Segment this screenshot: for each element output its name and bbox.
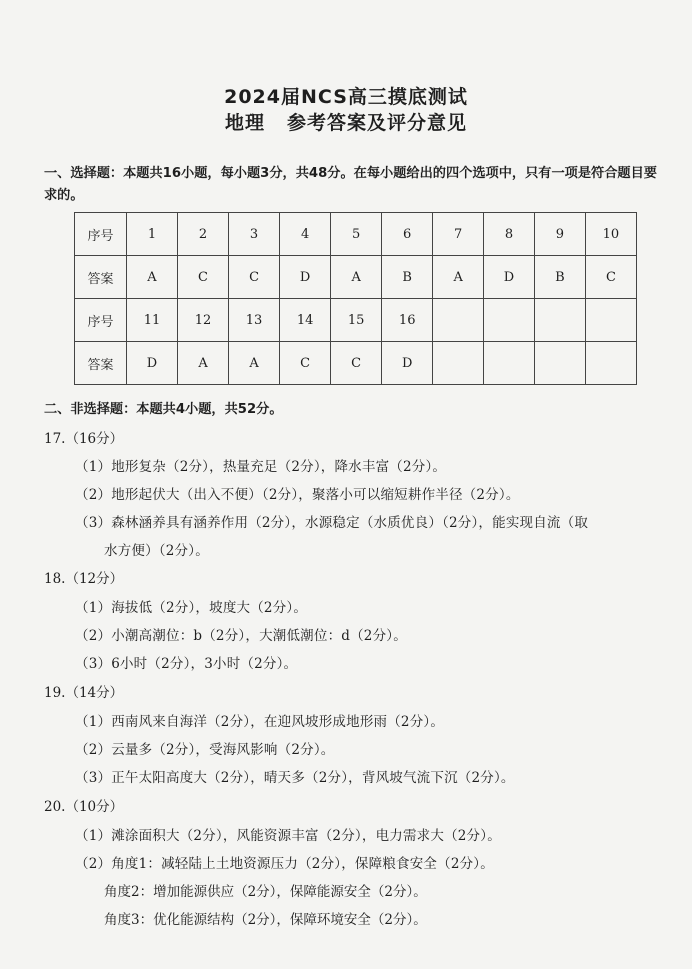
table-cell: 1	[126, 213, 177, 256]
table-cell: 16	[382, 299, 433, 342]
q17-answer-1: （1）地形复杂（2分），热量充足（2分），降水丰富（2分）。	[75, 459, 447, 475]
section2-heading: 二、非选择题：本题共4小题，共52分。	[44, 402, 283, 417]
q19-answer-3: （3）正午太阳高度大（2分），晴天多（2分），背风坡气流下沉（2分）。	[75, 770, 515, 786]
question-20-label: 20.（10分）	[44, 799, 124, 815]
table-cell: 8	[484, 213, 535, 256]
q20-answer-2-angle3: 角度3：优化能源结构（2分），保障环境安全（2分）。	[104, 912, 427, 928]
table-cell: C	[585, 256, 636, 299]
row-label: 序号	[75, 299, 127, 342]
q17-answer-2: （2）地形起伏大（出入不便）（2分），聚落小可以缩短耕作半径（2分）。	[75, 487, 520, 503]
table-cell: 11	[126, 299, 177, 342]
table-cell	[433, 342, 484, 385]
table-row	[75, 213, 637, 256]
q19-answer-2: （2）云量多（2分），受海风影响（2分）。	[75, 742, 335, 758]
q20-answer-1: （1）滩涂面积大（2分），风能资源丰富（2分），电力需求大（2分）。	[75, 828, 501, 844]
table-cell	[433, 299, 484, 342]
table-cell	[585, 299, 636, 342]
table-cell: 7	[433, 213, 484, 256]
answer-table	[74, 212, 637, 385]
table-cell	[484, 299, 535, 342]
table-row	[75, 342, 637, 385]
row-label: 答案	[75, 342, 127, 385]
table-cell: A	[331, 256, 382, 299]
table-cell: 10	[585, 213, 636, 256]
q18-answer-3: （3）6小时（2分），3小时（2分）。	[75, 656, 298, 672]
q20-answer-2-angle2: 角度2：增加能源供应（2分），保障能源安全（2分）。	[104, 884, 427, 900]
table-cell: 13	[229, 299, 280, 342]
q18-answer-1: （1）海拔低（2分），坡度大（2分）。	[75, 600, 308, 616]
table-cell	[534, 342, 585, 385]
q17-answer-3-cont: 水方便）（2分）。	[104, 543, 209, 559]
table-cell: 6	[382, 213, 433, 256]
exam-subtitle	[0, 108, 692, 135]
table-cell: A	[229, 342, 280, 385]
table-cell: 12	[177, 299, 228, 342]
subject-name: 地理	[224, 112, 265, 134]
table-cell: C	[229, 256, 280, 299]
table-cell: C	[177, 256, 228, 299]
table-cell: 3	[229, 213, 280, 256]
table-cell: 4	[280, 213, 331, 256]
table-cell: B	[382, 256, 433, 299]
section1-heading: 一、选择题：本题共16小题，每小题3分，共48分。在每小题给出的四个选项中，只有一项是符合题目要求的。	[44, 166, 657, 203]
table-cell: 15	[331, 299, 382, 342]
table-row	[75, 256, 637, 299]
table-cell: A	[177, 342, 228, 385]
q19-answer-1: （1）西南风来自海洋（2分），在迎风坡形成地形雨（2分）。	[75, 714, 445, 730]
q17-answer-3: （3）森林涵养具有涵养作用（2分），水源稳定（水质优良）（2分），能实现自流（取	[75, 515, 589, 531]
exam-title: 2024届NCS高三摸底测试	[224, 86, 468, 108]
table-cell: D	[126, 342, 177, 385]
table-cell: 5	[331, 213, 382, 256]
row-label: 答案	[75, 256, 127, 299]
q18-answer-2: （2）小潮高潮位：b（2分），大潮低潮位：d（2分）。	[75, 628, 407, 644]
table-cell: 2	[177, 213, 228, 256]
table-cell: D	[382, 342, 433, 385]
row-label: 序号	[75, 213, 127, 256]
table-cell	[585, 342, 636, 385]
table-cell: A	[126, 256, 177, 299]
table-cell: 14	[280, 299, 331, 342]
table-cell: C	[280, 342, 331, 385]
table-cell: A	[433, 256, 484, 299]
table-cell: 9	[534, 213, 585, 256]
table-cell: C	[331, 342, 382, 385]
q20-answer-2: （2）角度1：减轻陆上土地资源压力（2分），保障粮食安全（2分）。	[75, 856, 494, 872]
question-17-label: 17.（16分）	[44, 431, 124, 447]
subtitle-text: 参考答案及评分意见	[287, 112, 468, 134]
table-cell: D	[484, 256, 535, 299]
question-19-label: 19.（14分）	[44, 685, 124, 701]
question-18-label: 18.（12分）	[44, 571, 124, 587]
table-row	[75, 299, 637, 342]
table-cell: B	[534, 256, 585, 299]
table-cell	[484, 342, 535, 385]
table-cell	[534, 299, 585, 342]
table-cell: D	[280, 256, 331, 299]
